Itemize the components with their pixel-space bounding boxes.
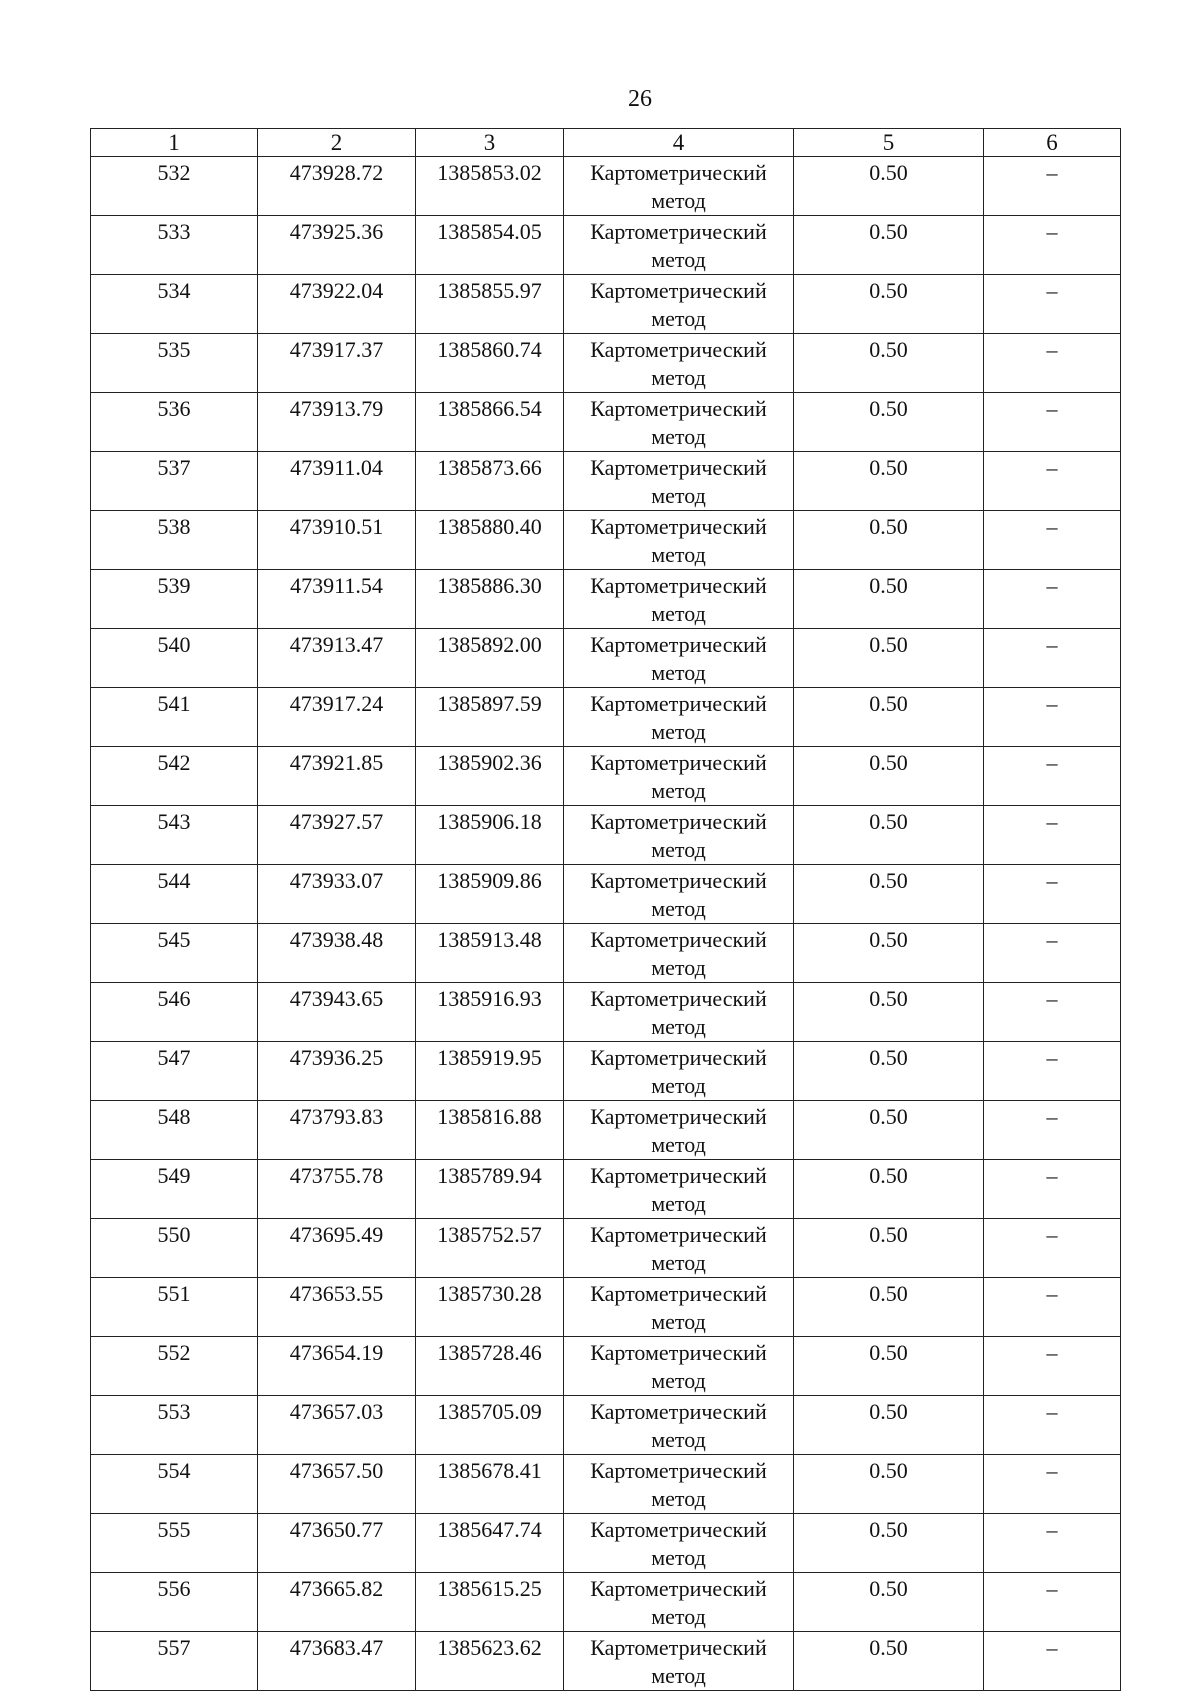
method-line-2: метод bbox=[651, 1427, 706, 1452]
accuracy-cell: 0.50 bbox=[794, 1514, 984, 1573]
point-number-cell: 554 bbox=[91, 1455, 258, 1514]
method-cell bbox=[564, 511, 794, 570]
x-coordinate-cell: 473653.55 bbox=[258, 1278, 416, 1337]
note-cell: – bbox=[984, 1396, 1121, 1455]
method-line-2: метод bbox=[651, 778, 706, 803]
column-header: 2 bbox=[258, 129, 416, 157]
method-line-2: метод bbox=[651, 188, 706, 213]
method-line-1: Картометрический bbox=[590, 1399, 767, 1424]
table-row bbox=[91, 157, 1121, 216]
method-line-2: метод bbox=[651, 1250, 706, 1275]
table-row bbox=[91, 983, 1121, 1042]
y-coordinate-cell: 1385916.93 bbox=[416, 983, 564, 1042]
method-line-1: Картометрический bbox=[590, 1104, 767, 1129]
method-line-2: метод bbox=[651, 483, 706, 508]
method-line-2: метод bbox=[651, 1545, 706, 1570]
accuracy-cell: 0.50 bbox=[794, 570, 984, 629]
accuracy-cell: 0.50 bbox=[794, 865, 984, 924]
method-cell bbox=[564, 1514, 794, 1573]
coordinates-table bbox=[90, 128, 1121, 1691]
method-line-2: метод bbox=[651, 1073, 706, 1098]
table-row bbox=[91, 1278, 1121, 1337]
note-cell: – bbox=[984, 1101, 1121, 1160]
table-row bbox=[91, 865, 1121, 924]
note-cell: – bbox=[984, 1514, 1121, 1573]
x-coordinate-cell: 473657.50 bbox=[258, 1455, 416, 1514]
x-coordinate-cell: 473683.47 bbox=[258, 1632, 416, 1691]
point-number-cell: 537 bbox=[91, 452, 258, 511]
note-cell: – bbox=[984, 1632, 1121, 1691]
column-header: 1 bbox=[91, 129, 258, 157]
method-line-1: Картометрический bbox=[590, 337, 767, 362]
accuracy-cell: 0.50 bbox=[794, 806, 984, 865]
method-line-1: Картометрический bbox=[590, 868, 767, 893]
accuracy-cell: 0.50 bbox=[794, 511, 984, 570]
accuracy-cell: 0.50 bbox=[794, 393, 984, 452]
method-line-1: Картометрический bbox=[590, 1576, 767, 1601]
method-cell bbox=[564, 216, 794, 275]
x-coordinate-cell: 473695.49 bbox=[258, 1219, 416, 1278]
method-line-2: метод bbox=[651, 896, 706, 921]
method-line-1: Картометрический bbox=[590, 1281, 767, 1306]
method-line-1: Картометрический bbox=[590, 160, 767, 185]
table-row bbox=[91, 1337, 1121, 1396]
note-cell: – bbox=[984, 1337, 1121, 1396]
note-cell: – bbox=[984, 747, 1121, 806]
y-coordinate-cell: 1385886.30 bbox=[416, 570, 564, 629]
method-cell bbox=[564, 924, 794, 983]
method-line-1: Картометрический bbox=[590, 573, 767, 598]
table-row bbox=[91, 688, 1121, 747]
method-line-2: метод bbox=[651, 1191, 706, 1216]
method-line-2: метод bbox=[651, 542, 706, 567]
note-cell: – bbox=[984, 452, 1121, 511]
table-row bbox=[91, 1632, 1121, 1691]
point-number-cell: 535 bbox=[91, 334, 258, 393]
table-row bbox=[91, 393, 1121, 452]
method-line-2: метод bbox=[651, 1486, 706, 1511]
accuracy-cell: 0.50 bbox=[794, 1573, 984, 1632]
method-cell bbox=[564, 1160, 794, 1219]
point-number-cell: 536 bbox=[91, 393, 258, 452]
method-cell bbox=[564, 1101, 794, 1160]
x-coordinate-cell: 473650.77 bbox=[258, 1514, 416, 1573]
accuracy-cell: 0.50 bbox=[794, 747, 984, 806]
x-coordinate-cell: 473657.03 bbox=[258, 1396, 416, 1455]
accuracy-cell: 0.50 bbox=[794, 1101, 984, 1160]
note-cell: – bbox=[984, 511, 1121, 570]
point-number-cell: 532 bbox=[91, 157, 258, 216]
method-cell bbox=[564, 983, 794, 1042]
y-coordinate-cell: 1385789.94 bbox=[416, 1160, 564, 1219]
y-coordinate-cell: 1385909.86 bbox=[416, 865, 564, 924]
method-cell bbox=[564, 688, 794, 747]
point-number-cell: 544 bbox=[91, 865, 258, 924]
y-coordinate-cell: 1385615.25 bbox=[416, 1573, 564, 1632]
column-header: 3 bbox=[416, 129, 564, 157]
method-line-1: Картометрический bbox=[590, 514, 767, 539]
point-number-cell: 556 bbox=[91, 1573, 258, 1632]
table-body bbox=[91, 157, 1121, 1691]
point-number-cell: 545 bbox=[91, 924, 258, 983]
y-coordinate-cell: 1385919.95 bbox=[416, 1042, 564, 1101]
note-cell: – bbox=[984, 924, 1121, 983]
point-number-cell: 557 bbox=[91, 1632, 258, 1691]
column-header: 6 bbox=[984, 129, 1121, 157]
method-line-1: Картометрический bbox=[590, 809, 767, 834]
method-line-1: Картометрический bbox=[590, 632, 767, 657]
x-coordinate-cell: 473925.36 bbox=[258, 216, 416, 275]
x-coordinate-cell: 473938.48 bbox=[258, 924, 416, 983]
page-number: 26 bbox=[628, 86, 652, 112]
point-number-cell: 541 bbox=[91, 688, 258, 747]
accuracy-cell: 0.50 bbox=[794, 629, 984, 688]
y-coordinate-cell: 1385853.02 bbox=[416, 157, 564, 216]
accuracy-cell: 0.50 bbox=[794, 1396, 984, 1455]
method-cell bbox=[564, 1219, 794, 1278]
x-coordinate-cell: 473928.72 bbox=[258, 157, 416, 216]
point-number-cell: 539 bbox=[91, 570, 258, 629]
x-coordinate-cell: 473927.57 bbox=[258, 806, 416, 865]
x-coordinate-cell: 473911.54 bbox=[258, 570, 416, 629]
note-cell: – bbox=[984, 393, 1121, 452]
table-row bbox=[91, 452, 1121, 511]
note-cell: – bbox=[984, 1042, 1121, 1101]
method-cell bbox=[564, 334, 794, 393]
method-line-2: метод bbox=[651, 1309, 706, 1334]
point-number-cell: 550 bbox=[91, 1219, 258, 1278]
method-cell bbox=[564, 1042, 794, 1101]
x-coordinate-cell: 473917.37 bbox=[258, 334, 416, 393]
x-coordinate-cell: 473910.51 bbox=[258, 511, 416, 570]
method-line-2: метод bbox=[651, 719, 706, 744]
x-coordinate-cell: 473755.78 bbox=[258, 1160, 416, 1219]
x-coordinate-cell: 473913.47 bbox=[258, 629, 416, 688]
y-coordinate-cell: 1385860.74 bbox=[416, 334, 564, 393]
method-line-1: Картометрический bbox=[590, 1222, 767, 1247]
note-cell: – bbox=[984, 865, 1121, 924]
method-cell bbox=[564, 275, 794, 334]
column-header: 5 bbox=[794, 129, 984, 157]
method-cell bbox=[564, 629, 794, 688]
table-row bbox=[91, 334, 1121, 393]
table-row bbox=[91, 1396, 1121, 1455]
method-line-2: метод bbox=[651, 660, 706, 685]
method-line-1: Картометрический bbox=[590, 691, 767, 716]
method-line-1: Картометрический bbox=[590, 927, 767, 952]
accuracy-cell: 0.50 bbox=[794, 983, 984, 1042]
y-coordinate-cell: 1385913.48 bbox=[416, 924, 564, 983]
note-cell: – bbox=[984, 806, 1121, 865]
point-number-cell: 549 bbox=[91, 1160, 258, 1219]
method-line-1: Картометрический bbox=[590, 1517, 767, 1542]
table-row bbox=[91, 275, 1121, 334]
table-row bbox=[91, 629, 1121, 688]
method-line-1: Картометрический bbox=[590, 455, 767, 480]
table-row bbox=[91, 924, 1121, 983]
accuracy-cell: 0.50 bbox=[794, 1219, 984, 1278]
table-row bbox=[91, 1101, 1121, 1160]
method-line-1: Картометрический bbox=[590, 750, 767, 775]
accuracy-cell: 0.50 bbox=[794, 1455, 984, 1514]
note-cell: – bbox=[984, 688, 1121, 747]
x-coordinate-cell: 473933.07 bbox=[258, 865, 416, 924]
table-row bbox=[91, 1455, 1121, 1514]
method-line-1: Картометрический bbox=[590, 1458, 767, 1483]
x-coordinate-cell: 473917.24 bbox=[258, 688, 416, 747]
table-row bbox=[91, 806, 1121, 865]
method-line-2: метод bbox=[651, 247, 706, 272]
method-cell bbox=[564, 570, 794, 629]
accuracy-cell: 0.50 bbox=[794, 688, 984, 747]
y-coordinate-cell: 1385623.62 bbox=[416, 1632, 564, 1691]
method-cell bbox=[564, 1396, 794, 1455]
y-coordinate-cell: 1385705.09 bbox=[416, 1396, 564, 1455]
x-coordinate-cell: 473793.83 bbox=[258, 1101, 416, 1160]
note-cell: – bbox=[984, 570, 1121, 629]
method-line-2: метод bbox=[651, 1604, 706, 1629]
method-cell bbox=[564, 865, 794, 924]
accuracy-cell: 0.50 bbox=[794, 1042, 984, 1101]
x-coordinate-cell: 473936.25 bbox=[258, 1042, 416, 1101]
method-cell bbox=[564, 157, 794, 216]
point-number-cell: 538 bbox=[91, 511, 258, 570]
point-number-cell: 534 bbox=[91, 275, 258, 334]
point-number-cell: 547 bbox=[91, 1042, 258, 1101]
table-row bbox=[91, 747, 1121, 806]
method-line-2: метод bbox=[651, 306, 706, 331]
point-number-cell: 540 bbox=[91, 629, 258, 688]
accuracy-cell: 0.50 bbox=[794, 924, 984, 983]
method-cell bbox=[564, 1337, 794, 1396]
method-cell bbox=[564, 1632, 794, 1691]
y-coordinate-cell: 1385647.74 bbox=[416, 1514, 564, 1573]
note-cell: – bbox=[984, 1219, 1121, 1278]
point-number-cell: 548 bbox=[91, 1101, 258, 1160]
y-coordinate-cell: 1385854.05 bbox=[416, 216, 564, 275]
y-coordinate-cell: 1385866.54 bbox=[416, 393, 564, 452]
accuracy-cell: 0.50 bbox=[794, 216, 984, 275]
method-line-2: метод bbox=[651, 1368, 706, 1393]
note-cell: – bbox=[984, 629, 1121, 688]
point-number-cell: 533 bbox=[91, 216, 258, 275]
method-line-1: Картометрический bbox=[590, 1163, 767, 1188]
x-coordinate-cell: 473654.19 bbox=[258, 1337, 416, 1396]
note-cell: – bbox=[984, 1573, 1121, 1632]
point-number-cell: 552 bbox=[91, 1337, 258, 1396]
table-row bbox=[91, 1160, 1121, 1219]
point-number-cell: 555 bbox=[91, 1514, 258, 1573]
method-line-1: Картометрический bbox=[590, 986, 767, 1011]
accuracy-cell: 0.50 bbox=[794, 1337, 984, 1396]
x-coordinate-cell: 473943.65 bbox=[258, 983, 416, 1042]
table-row bbox=[91, 216, 1121, 275]
note-cell: – bbox=[984, 1160, 1121, 1219]
note-cell: – bbox=[984, 216, 1121, 275]
table-row bbox=[91, 1514, 1121, 1573]
y-coordinate-cell: 1385752.57 bbox=[416, 1219, 564, 1278]
accuracy-cell: 0.50 bbox=[794, 334, 984, 393]
table-row bbox=[91, 1219, 1121, 1278]
method-cell bbox=[564, 806, 794, 865]
accuracy-cell: 0.50 bbox=[794, 452, 984, 511]
y-coordinate-cell: 1385880.40 bbox=[416, 511, 564, 570]
method-line-2: метод bbox=[651, 1132, 706, 1157]
method-cell bbox=[564, 747, 794, 806]
method-line-1: Картометрический bbox=[590, 396, 767, 421]
table-row bbox=[91, 1573, 1121, 1632]
y-coordinate-cell: 1385728.46 bbox=[416, 1337, 564, 1396]
point-number-cell: 551 bbox=[91, 1278, 258, 1337]
point-number-cell: 543 bbox=[91, 806, 258, 865]
y-coordinate-cell: 1385906.18 bbox=[416, 806, 564, 865]
note-cell: – bbox=[984, 334, 1121, 393]
method-line-1: Картометрический bbox=[590, 219, 767, 244]
method-line-1: Картометрический bbox=[590, 278, 767, 303]
method-line-1: Картометрический bbox=[590, 1340, 767, 1365]
method-cell bbox=[564, 1455, 794, 1514]
method-line-2: метод bbox=[651, 1663, 706, 1688]
method-line-1: Картометрический bbox=[590, 1045, 767, 1070]
method-line-2: метод bbox=[651, 1014, 706, 1039]
point-number-cell: 553 bbox=[91, 1396, 258, 1455]
accuracy-cell: 0.50 bbox=[794, 1632, 984, 1691]
column-header: 4 bbox=[564, 129, 794, 157]
point-number-cell: 542 bbox=[91, 747, 258, 806]
note-cell: – bbox=[984, 275, 1121, 334]
note-cell: – bbox=[984, 1455, 1121, 1514]
y-coordinate-cell: 1385892.00 bbox=[416, 629, 564, 688]
y-coordinate-cell: 1385855.97 bbox=[416, 275, 564, 334]
y-coordinate-cell: 1385730.28 bbox=[416, 1278, 564, 1337]
method-line-1: Картометрический bbox=[590, 1635, 767, 1660]
x-coordinate-cell: 473665.82 bbox=[258, 1573, 416, 1632]
note-cell: – bbox=[984, 157, 1121, 216]
method-line-2: метод bbox=[651, 424, 706, 449]
method-cell bbox=[564, 452, 794, 511]
accuracy-cell: 0.50 bbox=[794, 157, 984, 216]
table-row bbox=[91, 1042, 1121, 1101]
note-cell: – bbox=[984, 1278, 1121, 1337]
accuracy-cell: 0.50 bbox=[794, 1278, 984, 1337]
table-header-row bbox=[91, 129, 1121, 157]
method-cell bbox=[564, 1278, 794, 1337]
y-coordinate-cell: 1385897.59 bbox=[416, 688, 564, 747]
method-line-2: метод bbox=[651, 365, 706, 390]
x-coordinate-cell: 473911.04 bbox=[258, 452, 416, 511]
y-coordinate-cell: 1385816.88 bbox=[416, 1101, 564, 1160]
accuracy-cell: 0.50 bbox=[794, 1160, 984, 1219]
y-coordinate-cell: 1385678.41 bbox=[416, 1455, 564, 1514]
method-cell bbox=[564, 393, 794, 452]
method-line-2: метод bbox=[651, 601, 706, 626]
y-coordinate-cell: 1385902.36 bbox=[416, 747, 564, 806]
x-coordinate-cell: 473921.85 bbox=[258, 747, 416, 806]
table-row bbox=[91, 570, 1121, 629]
accuracy-cell: 0.50 bbox=[794, 275, 984, 334]
x-coordinate-cell: 473913.79 bbox=[258, 393, 416, 452]
point-number-cell: 546 bbox=[91, 983, 258, 1042]
x-coordinate-cell: 473922.04 bbox=[258, 275, 416, 334]
method-cell bbox=[564, 1573, 794, 1632]
table-row bbox=[91, 511, 1121, 570]
method-line-2: метод bbox=[651, 955, 706, 980]
y-coordinate-cell: 1385873.66 bbox=[416, 452, 564, 511]
method-line-2: метод bbox=[651, 837, 706, 862]
note-cell: – bbox=[984, 983, 1121, 1042]
